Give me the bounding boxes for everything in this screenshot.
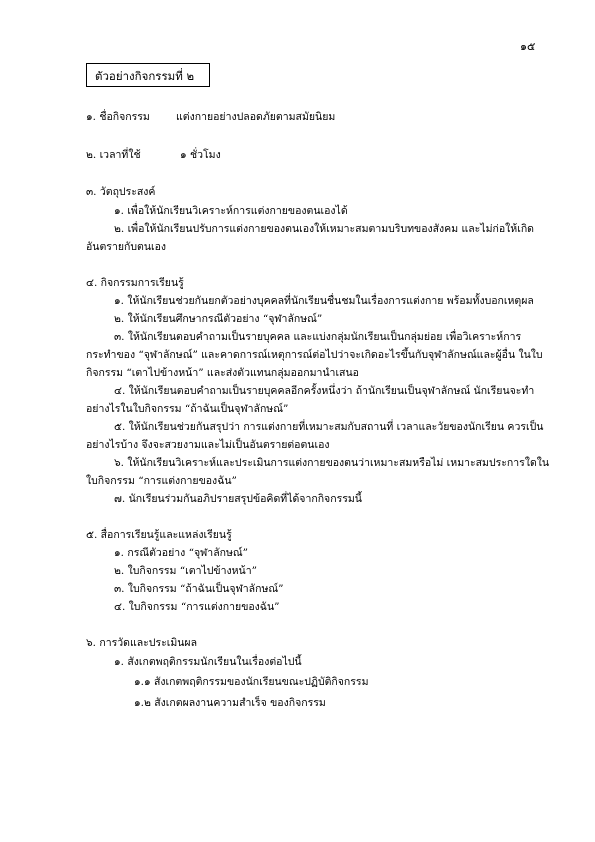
section-5-line: ๔. ใบกิจกรรม “การแต่งกายของฉัน” [114, 601, 280, 613]
section-5-line: ๑. กรณีตัวอย่าง “จุฬาลักษณ์” [114, 547, 249, 559]
section-3-line: อันตรายกับตนเอง [86, 241, 167, 253]
section-6-heading: ๖. การวัดและประเมินผล [86, 637, 198, 649]
section-4-line: ๗. นักเรียนร่วมกันอภิปรายสรุปข้อคิดที่ได้จากกิจกรรมนี้ [114, 493, 362, 505]
section-4-line: ๓. ให้นักเรียนตอบคำถามเป็นรายบุคคล และแบ่งกลุ่มนักเรียนเป็นกลุ่มย่อย เพื่อวิเคราะห์การ [114, 331, 522, 343]
section-6-subline: ๑.๑ สังเกตพฤติกรรมของนักเรียนขณะปฏิบัติกิจกรรม [134, 676, 369, 688]
section-2-label: ๒. เวลาที่ใช้ [86, 149, 141, 161]
section-4-line: ๖. ให้นักเรียนวิเคราะห์และประเมินการแต่งกายของตนว่าเหมาะสมหรือไม่ เหมาะสมประการใดใน [114, 457, 550, 469]
section-4-line: ๑. ให้นักเรียนช่วยกันยกตัวอย่างบุคคลที่นักเรียนชื่นชมในเรื่องการแต่งกาย พร้อมทั้งบอกเหตุผล [114, 295, 534, 307]
page-number: ๑๕ [520, 40, 536, 53]
section-1-value: แต่งกายอย่างปลอดภัยตามสมัยนิยม [176, 111, 336, 123]
activity-title-box: ตัวอย่างกิจกรรมที่ ๒ [86, 63, 210, 87]
section-4-line: อย่างไรในใบกิจกรรม “ถ้าฉันเป็นจุฬาลักษณ์” [86, 403, 289, 415]
section-2-value: ๑ ชั่วโมง [180, 149, 221, 161]
section-6-subline: ๑.๒ สังเกตผลงานความสำเร็จ ของกิจกรรม [134, 697, 326, 709]
section-3-heading: ๓. วัตถุประสงค์ [86, 186, 156, 198]
section-3-line: ๑. เพื่อให้นักเรียนวิเคราะห์การแต่งกายของตนเองได้ [114, 205, 348, 217]
section-5-line: ๒. ใบกิจกรรม “เตาไปข้างหน้า” [114, 565, 257, 577]
section-4-line: กิจกรรม “เตาไปข้างหน้า” และส่งตัวแทนกลุ่มออกมานำเสนอ [86, 367, 359, 379]
section-4-line: กระทำของ “จุฬาลักษณ์” และคาดการณ์เหตุการณ์ต่อไปว่าจะเกิดอะไรขึ้นกับจุฬาลักษณ์และผู้อื่น ในใบ [86, 349, 543, 361]
section-4-line: ๒. ให้นักเรียนศึกษากรณีตัวอย่าง “จุฬาลักษณ์” [114, 313, 323, 325]
section-6-line: ๑. สังเกตพฤติกรรมนักเรียนในเรื่องต่อไปนี้ [114, 656, 302, 668]
section-4-line: อย่างไรบ้าง จึงจะสวยงามและไม่เป็นอันตรายต่อตนเอง [86, 439, 330, 451]
section-3-line: ๒. เพื่อให้นักเรียนปรับการแต่งกายของตนเองให้เหมาะสมตามบริบทของสังคม และไม่ก่อให้เกิด [114, 223, 534, 235]
section-4-line: ๕. ให้นักเรียนช่วยกันสรุปว่า การแต่งกายที่เหมาะสมกับสถานที่ เวลาและวัยของนักเรียน ควรเป็น [114, 421, 544, 433]
section-4-line: ใบกิจกรรม “การแต่งกายของฉัน” [86, 475, 237, 487]
section-4-heading: ๔. กิจกรรมการเรียนรู้ [86, 277, 184, 289]
section-5-line: ๓. ใบกิจกรรม “ถ้าฉันเป็นจุฬาลักษณ์” [114, 583, 284, 595]
section-5-heading: ๕. สื่อการเรียนรู้และแหล่งเรียนรู้ [86, 529, 232, 541]
section-4-line: ๔. ให้นักเรียนตอบคำถามเป็นรายบุคคลอีกครั้งหนึ่งว่า ถ้านักเรียนเป็นจุฬาลักษณ์ นักเรียนจะทำ [114, 385, 535, 397]
section-1-label: ๑. ชื่อกิจกรรม [86, 111, 150, 123]
